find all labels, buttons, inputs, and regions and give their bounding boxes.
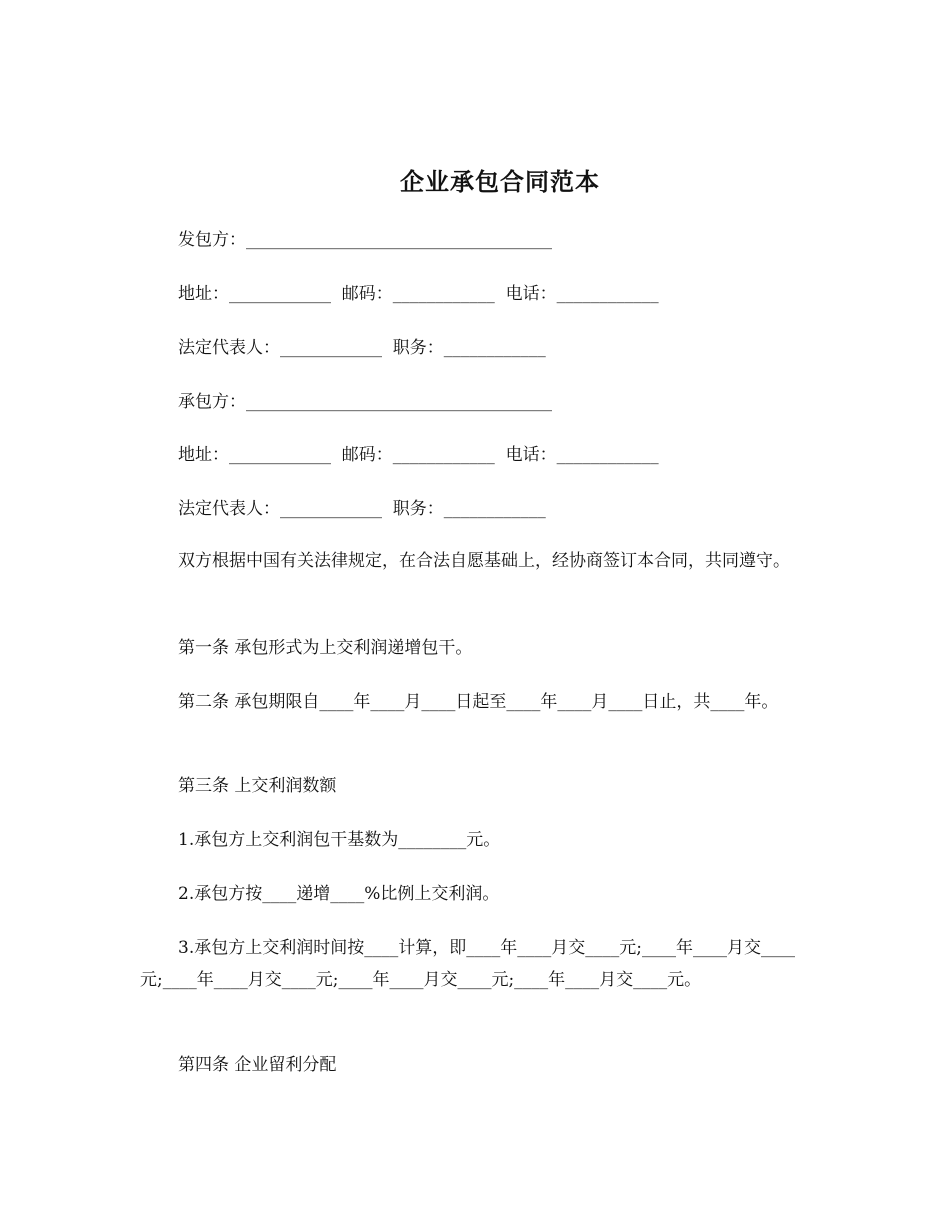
article-two: 第二条 承包期限自____年____月____日起至____年____月____日止，共____年。 [178,692,779,712]
article-four-heading: 第四条 企业留利分配 [178,1055,337,1075]
article-three-item-3: 3.承包方上交利润时间按____计算，即____年____月交____元;____年____月交____元;____年____月交____元;____年____月交____元;____年____月交____元。 [140,938,795,990]
article-three-item-1: 1.承包方上交利润包干基数为________元。 [178,830,501,850]
document-title: 企业承包合同范本 [400,167,600,196]
contractor-address-line: 地址：____________ 邮码：____________ 电话：____________ [178,445,659,465]
contractor-representative-line: 法定代表人：____________ 职务：____________ [178,499,546,519]
contractor-party-line: 承包方：____________________________________ [178,392,552,412]
article-three-heading: 第三条 上交利润数额 [178,776,337,796]
article-one: 第一条 承包形式为上交利润递增包干。 [178,638,473,658]
employer-party-line: 发包方：____________________________________ [178,230,552,250]
employer-address-line: 地址：____________ 邮码：____________ 电话：____________ [178,284,659,304]
article-three-item-2: 2.承包方按____递增____%比例上交利润。 [178,884,500,904]
preamble-paragraph: 双方根据中国有关法律规定，在合法自愿基础上，经协商签订本合同，共同遵守。 [178,551,790,571]
employer-representative-line: 法定代表人：____________ 职务：____________ [178,338,546,358]
